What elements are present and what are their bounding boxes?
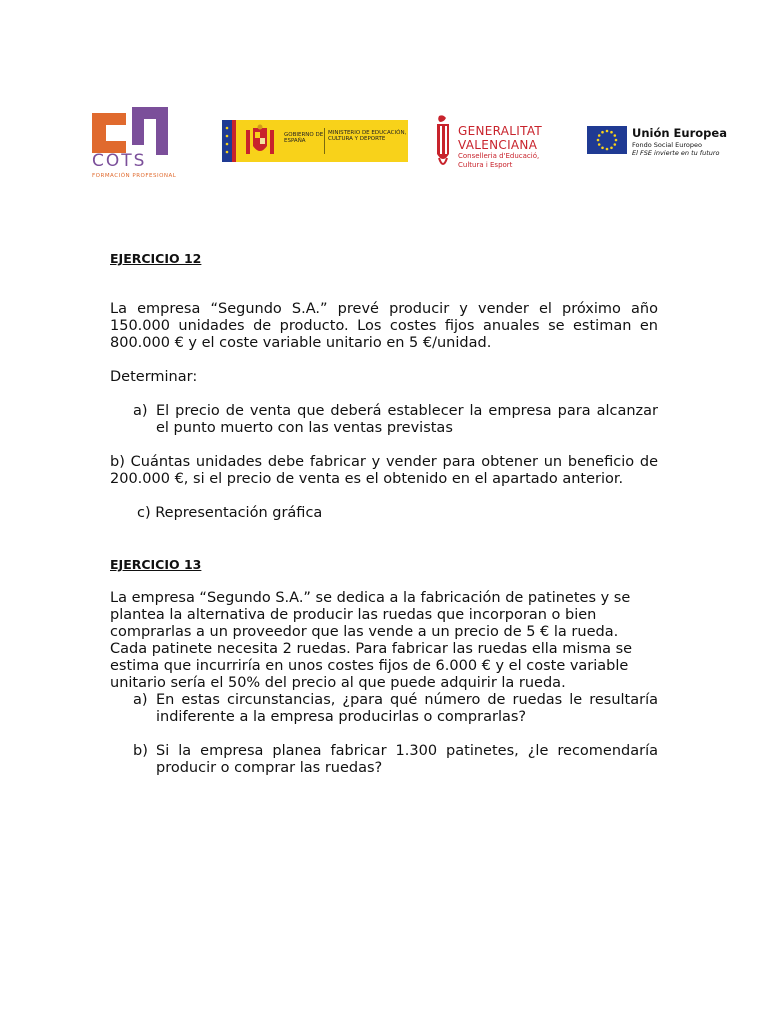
exercise-12-item-b: b) Cuántas unidades debe fabricar y vender para obtener un beneficio de 200.000 €, si el precio de venta es el obtenido en el apartado anterior. (110, 454, 658, 487)
exercise-12-item-c: c) Representación gráfica (137, 505, 323, 521)
ue-slogan: El FSE invierte en tu futuro (632, 149, 720, 157)
header-logos (0, 100, 768, 190)
exercise-12-heading: EJERCICIO 12 (110, 251, 202, 266)
item-text: El precio de venta que deberá establecer la empresa para alcanzar el punto muerto con las ventas previstas (156, 403, 658, 436)
eu-flag-icon (587, 126, 627, 154)
cots-mark-icon (90, 105, 170, 155)
gobierno-logo (222, 120, 408, 162)
exercise-12-item-a (110, 403, 658, 437)
eu-stripe-icon (222, 120, 236, 162)
conselleria-line2: Cultura i Esport (458, 161, 513, 169)
cots-logo (90, 105, 180, 183)
exercise-13-item-b (110, 743, 658, 777)
exercise-13-intro: La empresa “Segundo S.A.” se dedica a la fabricación de patinetes y se plantea la alternativa de producir las ruedas que incorporan o bien comprarlas a un proveedor que las vende a un precio de 5 € la rueda. Cada patinete necesita 2 ruedas. Para fabricar las ruedas ella misma se estima que incurriría en unos costes fijos de 6.000 € y el coste variable unitario sería el 50% del precio al que puede adquirir la rueda. (110, 590, 633, 691)
spain-shield-icon (246, 124, 274, 158)
document-body (110, 250, 658, 777)
ue-title: Unión Europea (632, 126, 727, 140)
gobierno-name: GOBIERNO DE ESPAÑA (284, 132, 324, 144)
conselleria-line1: Conselleria d'Educació, (458, 152, 540, 160)
exercise-13-item-a (110, 692, 658, 726)
item-text: En estas circunstancias, ¿para qué número de ruedas le resultaría indiferente a la empresa producirlas o comprarlas? (156, 692, 658, 725)
item-marker: b) (133, 743, 148, 759)
cots-subtitle: FORMACIÓN PROFESIONAL (92, 173, 177, 179)
item-text: Si la empresa planea fabricar 1.300 patinetes, ¿le recomendaría producir o comprar las ruedas? (156, 743, 658, 776)
cots-name: COTS (92, 151, 147, 171)
exercise-12-determinar: Determinar: (110, 369, 198, 385)
exercise-12-intro: La empresa “Segundo S.A.” prevé producir y vender el próximo año 150.000 unidades de producto. Los costes fijos anuales se estiman en 800.000 € y el coste variable unitario en 5 €/unidad. (110, 301, 658, 351)
generalitat-emblem-icon (434, 114, 452, 170)
generalitat-line2: VALENCIANA (458, 138, 538, 152)
union-europea-logo (587, 126, 747, 160)
generalitat-line1: GENERALITAT (458, 124, 543, 138)
ue-fondo: Fondo Social Europeo (632, 141, 702, 149)
exercise-13-heading: EJERCICIO 13 (110, 557, 202, 572)
item-marker: a) (133, 692, 148, 708)
item-marker: a) (133, 403, 148, 419)
generalitat-logo (434, 114, 564, 174)
ministerio-name: MINISTERIO DE EDUCACIÓN, CULTURA Y DEPORTE (328, 130, 407, 142)
